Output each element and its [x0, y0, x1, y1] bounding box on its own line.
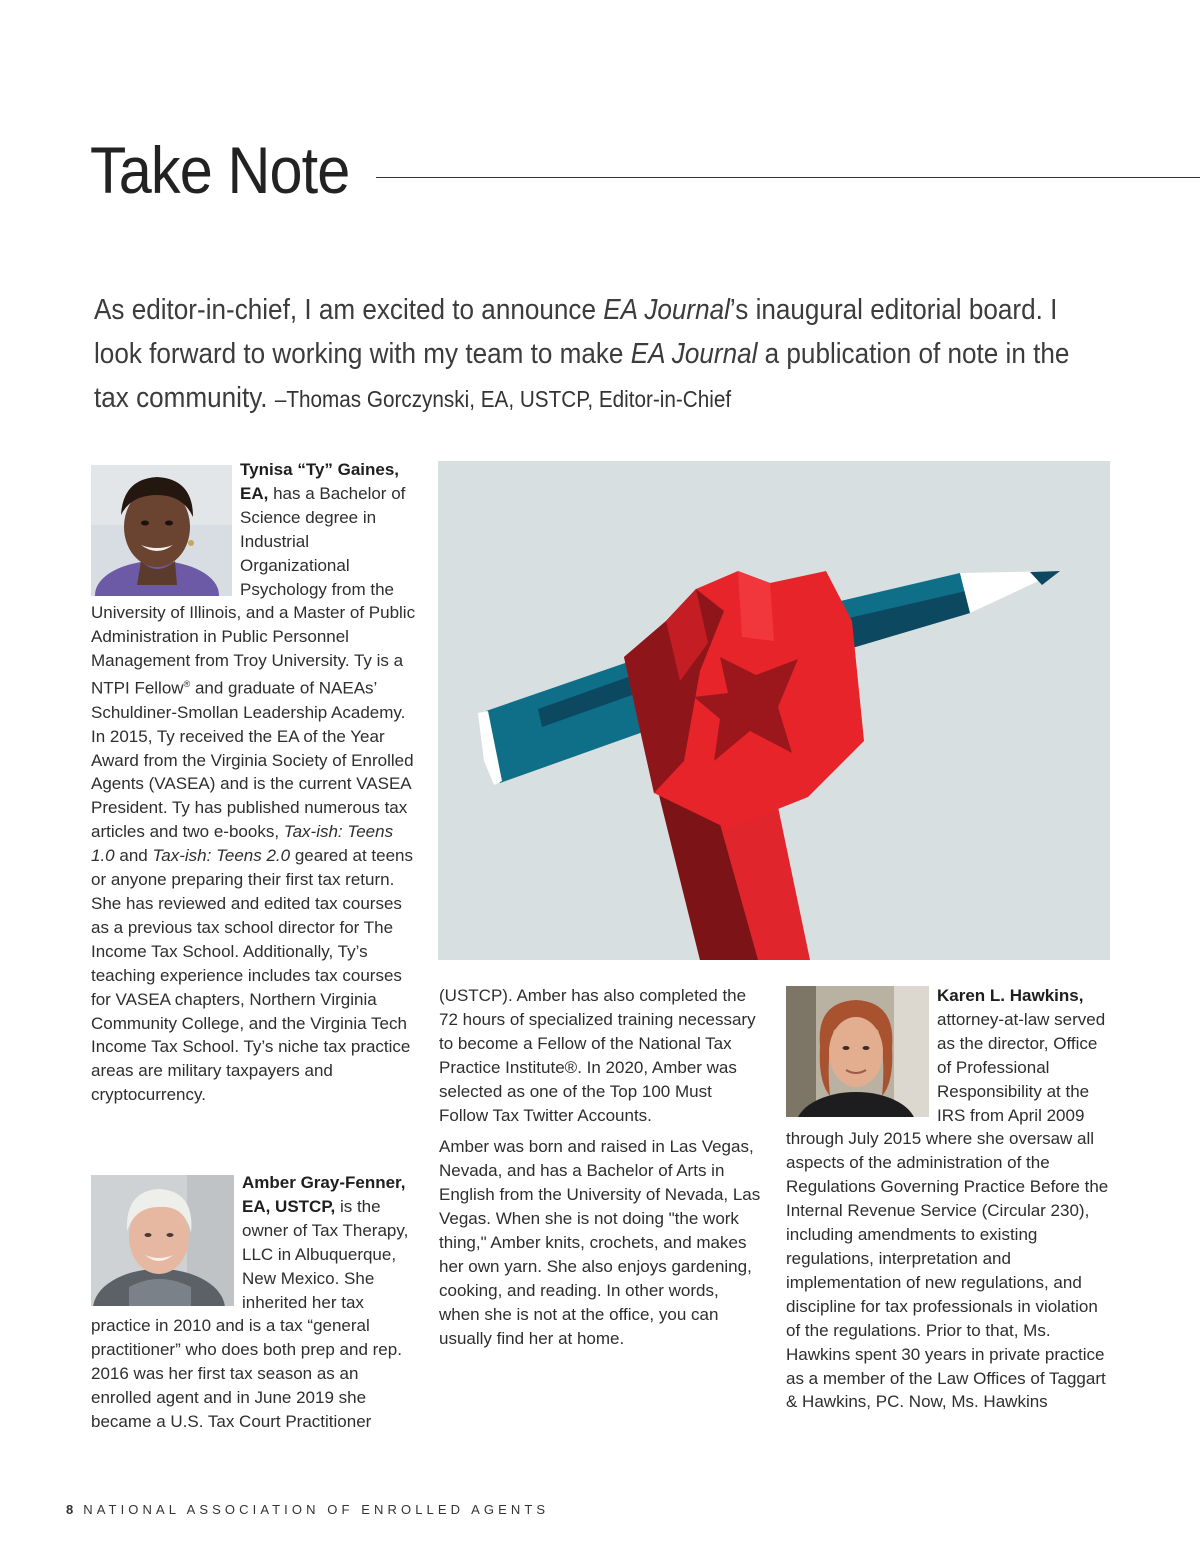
bio-hawkins	[786, 984, 1112, 1414]
publication-name: NATIONAL ASSOCIATION OF ENROLLED AGENTS	[83, 1502, 550, 1517]
gaines-name: Tynisa “Ty” Gaines, EA,	[240, 460, 400, 503]
intro-quote	[94, 288, 1111, 421]
page-number: 8	[66, 1502, 74, 1517]
gaines-text-1: has a Bachelor of Science degree in Industrial Organizational Psychology from the University of Illinois, and a Master of Public Administration in Public Personnel Management from Troy University. Ty is a NTPI Fellow	[91, 483, 416, 698]
intro-text-3: a publication of note in the tax community.	[94, 338, 1070, 414]
intro-journal-name-2: EA Journal	[630, 338, 758, 370]
intro-text-2: ’s inaugural editorial board. I look forward to working with my team to make	[94, 294, 1058, 370]
intro-signature: –Thomas Gorczynski, EA, USTCP, Editor-in-Chief	[274, 386, 732, 412]
bio-gaines	[91, 458, 417, 1107]
gray-fenner-portrait	[91, 1175, 234, 1306]
page-footer	[66, 1502, 549, 1517]
gaines-book-1: Tax-ish: Teens 1.0	[91, 822, 394, 866]
hawkins-name: Karen L. Hawkins,	[937, 986, 1084, 1005]
gaines-registered-mark: ®	[183, 679, 191, 690]
bio-gray-fenner	[91, 1171, 417, 1434]
column-1-lower	[91, 1171, 417, 1434]
fist-holding-pencil-icon	[438, 461, 1110, 960]
title-rule	[376, 177, 1200, 178]
column-1	[91, 458, 417, 1107]
gaines-book-2: Tax-ish: Teens 2.0	[152, 846, 291, 866]
hawkins-portrait	[786, 986, 929, 1117]
gray-fenner-continued-2: Amber was born and raised in Las Vegas, Nevada, and has a Bachelor of Arts in English from the University of Nevada, Las Vegas. When she is not doing "the work thing," Amber knits, crochets, and makes her own yarn. She also enjoys gardening, cooking, and reading. In other words, when she is not at the office, you can usually find her at home.	[439, 1137, 761, 1348]
intro-text-1: As editor-in-chief, I am excited to announce	[94, 294, 604, 326]
gray-fenner-text-1: is the owner of Tax Therapy, LLC in Albuquerque, New Mexico. She inherited her tax practice in 2010 and is a tax “general practitioner” who does both prep and rep. 2016 was her first tax season as an enrolled agent and in June 2019 she became a U.S. Tax Court Practitioner	[91, 1196, 409, 1432]
hawkins-text-1: attorney-at-law served as the director, Office of Professional Responsibility at the IRS from April 2009 through July 2015 where she oversaw all aspects of the administration of the Regulations Governing Practice Before the Internal Revenue Service (Circular 230), including amendments to existing regulations, interpretation and implementation of new regulations, and discipline for tax professionals in violation of the regulations. Prior to that, Ms. Hawkins spent 30 years in private practice as a member of the Law Offices of Taggart & Hawkins, PC. Now, Ms. Hawkins	[786, 1009, 1109, 1412]
column-2	[439, 984, 761, 1351]
page-title: Take Note	[90, 133, 350, 207]
gaines-text-3: geared at teens or anyone preparing their first tax return. She has reviewed and edited tax courses as a previous tax school director for The Income Tax School. Additionally, Ty’s teaching experience includes tax courses for VASEA chapters, Northern Virginia Community College, and the Virginia Tech Income Tax School. Ty’s niche tax practice areas are military taxpayers and cryptocurrency.	[91, 846, 413, 1105]
gray-fenner-continued-1: (USTCP). Amber has also completed the 72 hours of specialized training necessary to become a Fellow of the National Tax Practice Institute®. In 2020, Amber was selected as one of the Top 100 Must Follow Tax Twitter Accounts.	[439, 986, 756, 1125]
gaines-and: and	[114, 846, 153, 866]
column-3	[786, 984, 1112, 1414]
hero-illustration	[438, 461, 1110, 960]
intro-journal-name-1: EA Journal	[603, 294, 730, 326]
gray-fenner-name: Amber Gray-Fenner, EA, USTCP,	[242, 1173, 406, 1216]
gaines-portrait	[91, 465, 232, 596]
gaines-text-2: and graduate of NAEAs’ Schuldiner-Smollan Leadership Academy. In 2015, Ty received the EA of the Year Award from the Virginia Society of Enrolled Agents (VASEA) and is the current VASEA President. Ty has published numerous tax articles and two e-books,	[91, 678, 414, 842]
